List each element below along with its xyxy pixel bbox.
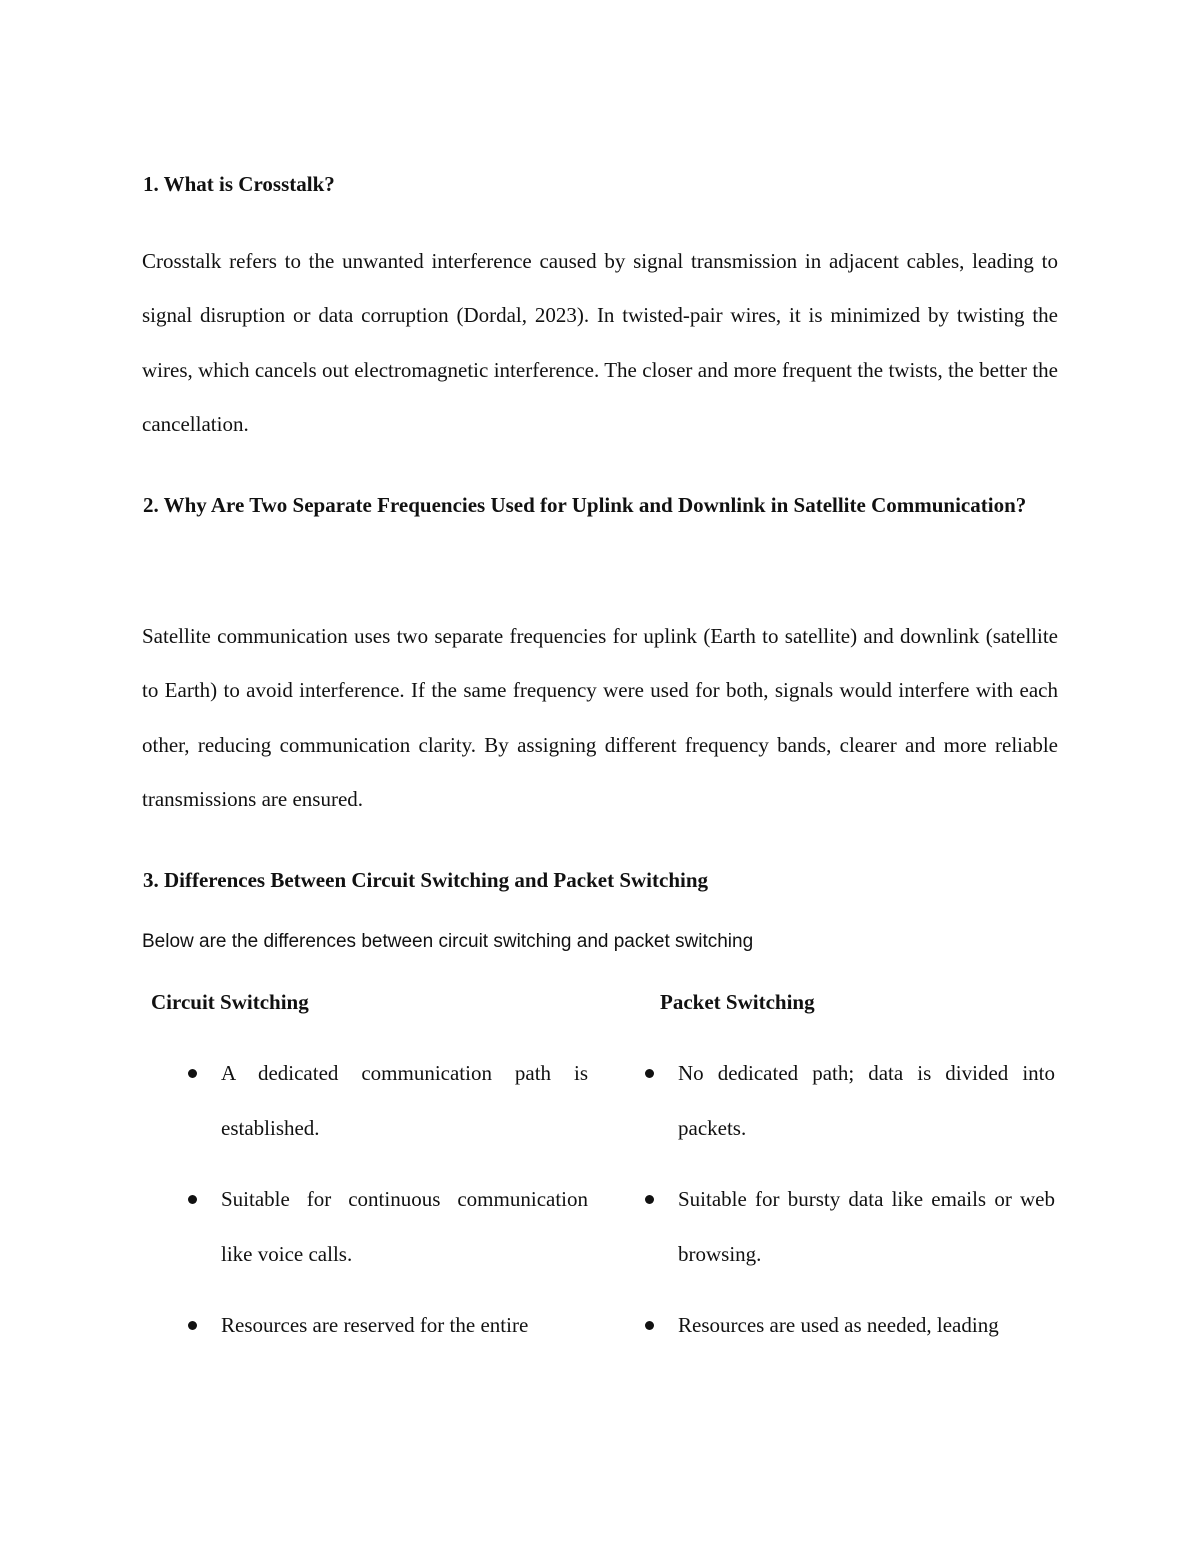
section-2-body: Satellite communication uses two separate frequencies for uplink (Earth to satellite) and downlink (satellite to Earth) to avoid interference. If the same frequency were used for both, signals would interfere with each other, reducing communication clarity. By assigning different frequency bands, clearer and more reliable transmissions are ensured. [142,624,1058,811]
bullet-icon [645,1069,654,1078]
bullet-icon [188,1321,197,1330]
list-item [645,1298,1055,1353]
section-1-heading: 1. What is Crosstalk? [143,172,335,196]
bullet-icon [645,1195,654,1204]
list-item-text: No dedicated path; data is divided into packets. [678,1061,1055,1140]
list-item [188,1046,588,1156]
section-2-heading: 2. Why Are Two Separate Frequencies Used for Uplink and Downlink in Satellite Communication? [143,493,1027,517]
section-3-intro: Below are the differences between circuit switching and packet switching [142,931,754,952]
section-3-heading: 3. Differences Between Circuit Switching and Packet Switching [143,868,709,892]
list-item [188,1298,588,1353]
packet-switching-list [645,1046,1055,1369]
list-item-text: Suitable for continuous communication like voice calls. [221,1187,588,1266]
circuit-switching-title: Circuit Switching [151,990,309,1014]
circuit-switching-list [188,1046,588,1369]
list-item-text: Suitable for bursty data like emails or web browsing. [678,1187,1055,1266]
section-1-body: Crosstalk refers to the unwanted interference caused by signal transmission in adjacent cables, leading to signal disruption or data corruption (Dordal, 2023). In twisted-pair wires, it is minimized by twisting the wires, which cancels out electromagnetic interference. The closer and more frequent the twists, the better the cancellation. [142,249,1058,436]
bullet-icon [188,1069,197,1078]
list-item [645,1046,1055,1156]
list-item [645,1172,1055,1282]
list-item [188,1172,588,1282]
bullet-icon [645,1321,654,1330]
packet-switching-title: Packet Switching [660,990,815,1014]
list-item-text: A dedicated communication path is established. [221,1061,588,1140]
list-item-text: Resources are reserved for the entire [221,1313,529,1337]
bullet-icon [188,1195,197,1204]
list-item-text: Resources are used as needed, leading [678,1313,999,1337]
